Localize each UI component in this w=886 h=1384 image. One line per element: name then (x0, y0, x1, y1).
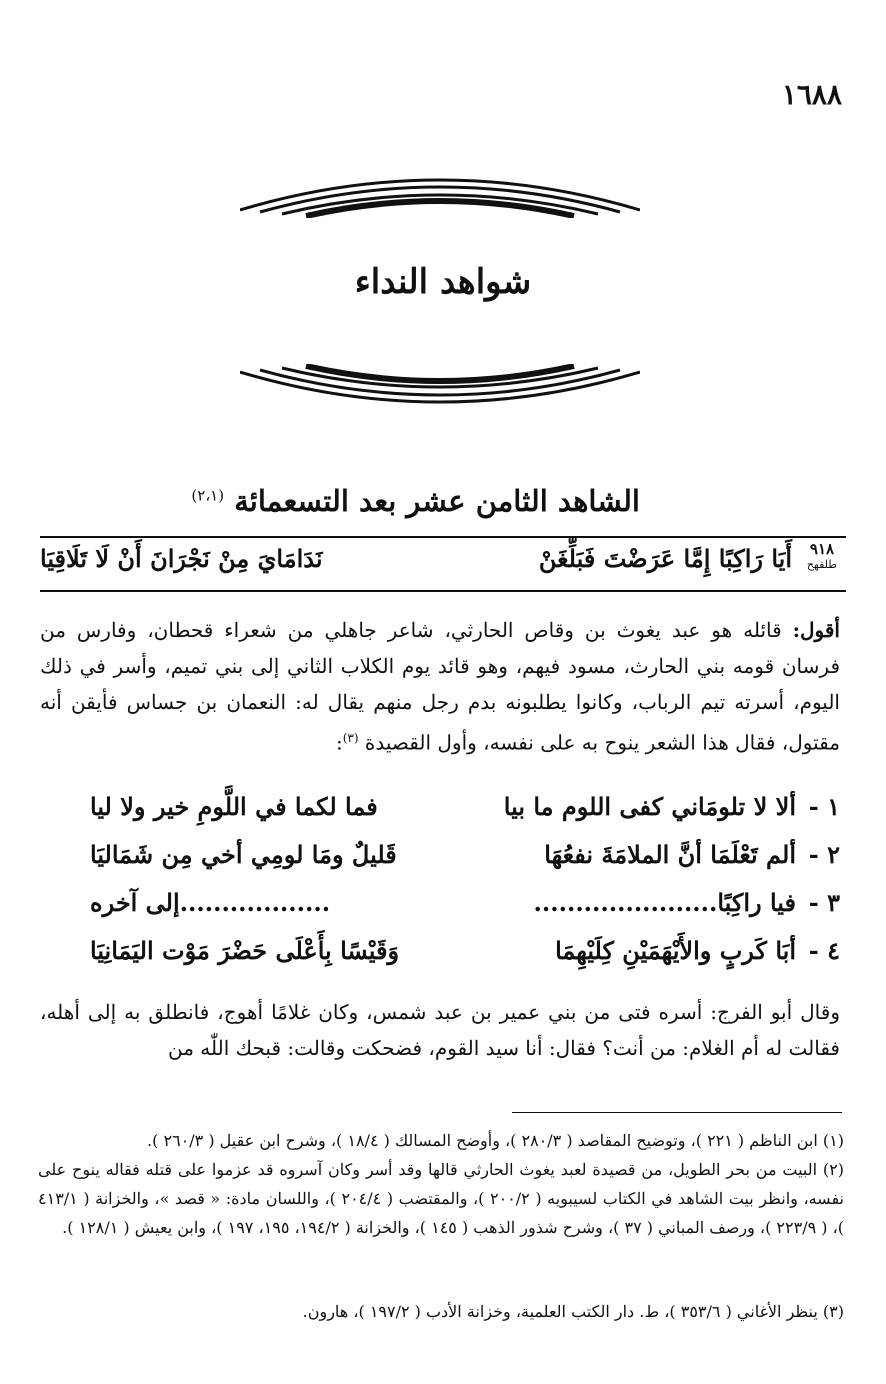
poem-line-number: ٣ - (808, 888, 840, 917)
poem-line-number: ٢ - (808, 840, 840, 869)
poem-line-number: ١ - (808, 792, 840, 821)
poem-line-number: ٤ - (808, 936, 840, 965)
abul-faraj-paragraph: وقال أبو الفرج: أسره فتى من بني عمير بن عبد شمس، وكان غلامًا أهوج، فانطلق به إلى أهله، فقالت له أم الغلام: من أنت؟ فقال: أنا سيد القوم، فضحكت وقالت: قبحك اللّٰه من (40, 1000, 840, 1060)
verse-rule-bottom (40, 590, 846, 592)
main-verse (40, 540, 846, 586)
shahid-heading (40, 484, 640, 518)
poem-line (40, 792, 840, 836)
footnote-3: (٣) ينظر الأغاني ( ٣٥٣/٦ )، ط. دار الكتب العلمية، وخزانة الأدب ( ١٩٧/٢ )، هارون. (302, 1302, 844, 1321)
ornament-arc-bottom (240, 364, 640, 412)
main-verse-ajz: نَدَامَايَ مِنْ نَجْرَانَ أَنْ لَا تَلَاقِيَا (40, 544, 323, 573)
main-verse-sadr: أَيَا رَاكِبًا إِمَّا عَرَضْتَ فَبَلِّغَنْ (538, 544, 792, 573)
poem-line-sadr: ألا لا تلومَاني كفى اللوم ما بيا (503, 792, 796, 821)
footnote-2: (٢) البيت من بحر الطويل، من قصيدة لعبد يغوث الحارثي قالها وقد أسر وكان آسروه قد عزموا على قتله فقاله ينوح على نفسه، وانظر بيت الشاهد في الكتاب لسيبويه ( ٢٠٠/٢ )، والمقتضب ( ٢٠٤/٤ )، واللسان مادة: « قصد »، والخزانة ( ٤١٣/١ )، ( ٢٢٣/٩ )، ورصف المباني ( ٣٧ )، وشرح شذور الذهب ( ١٤٥ )، والخزانة ( ١٩٤/٢، ١٩٥، ١٩٧ )، وابن يعيش ( ١٢٨/١ ). (38, 1160, 845, 1237)
shahid-heading-text: الشاهد الثامن عشر بعد التسعمائة (234, 484, 640, 518)
footnote-rule (512, 1112, 842, 1113)
chapter-title: شواهد النداء (354, 262, 532, 302)
poem-line-ajz: فما لكما في اللَّومِ خير ولا ليا (90, 792, 378, 821)
poem-line (40, 840, 840, 884)
shahid-note-refs: (٢،١) (191, 486, 225, 505)
intro-text: قائله هو عبد يغوث بن وقاص الحارثي، شاعر جاهلي من شعراء قحطان، وفارس من فرسان قومه بني الحارث، مسود فيهم، وهو قائد يوم الكلاب الثاني إلى بني تميم، وأسر في ذلك اليوم، أسرته تيم الرباب، وكانوا يطلبونه بدم رجل منهم يقال له: النعمان بن جساس فأيقن أنه مقتول، فقال هذا الشعر ينوح به على نفسه، وأول القصيدة (40, 618, 840, 755)
ornament-arc-top (240, 170, 640, 218)
page-number: ١٦٨٨ (781, 78, 842, 111)
poem-line-ajz: ..................إلى آخره (90, 888, 331, 917)
verse-number (798, 542, 846, 572)
intro-note-ref: (٣) (342, 731, 359, 745)
intro-paragraph (40, 612, 840, 761)
poem-line-ajz: قَليلٌ ومَا لومِي أخي مِن شَمَاليَا (90, 840, 397, 869)
poem-line (40, 936, 840, 980)
poem-line (40, 888, 840, 932)
verse-rhyme-tag: طلقهح (806, 558, 838, 571)
poem-line-sadr: أبَا كَربٍ والأَيْهَمَيْنِ كِلَيْهِمَا (555, 936, 796, 965)
poem-line-sadr: ألم تَعْلَمَا أنَّ الملامَةَ نفعُهَا (544, 840, 796, 869)
intro-end: : (335, 730, 343, 755)
footnote-1: (١) ابن الناظم ( ٢٢١ )، وتوضيح المقاصد ( ٢٨٠/٣ )، وأوضح المسالك ( ١٨/٤ )، وشرح ابن عقيل ( ٢٦٠/٣ ). (147, 1131, 844, 1150)
poem-line-sadr: فيا راكِبًا...................... (533, 888, 796, 917)
poem-line-ajz: وَقَيْسًا بِأَعْلَى حَضْرَ مَوْت اليَمَانِيَا (90, 936, 400, 965)
verse-rule-top (40, 536, 846, 538)
verse-number-value: ٩١٨ (809, 540, 835, 558)
intro-label: أقول: (792, 618, 840, 642)
